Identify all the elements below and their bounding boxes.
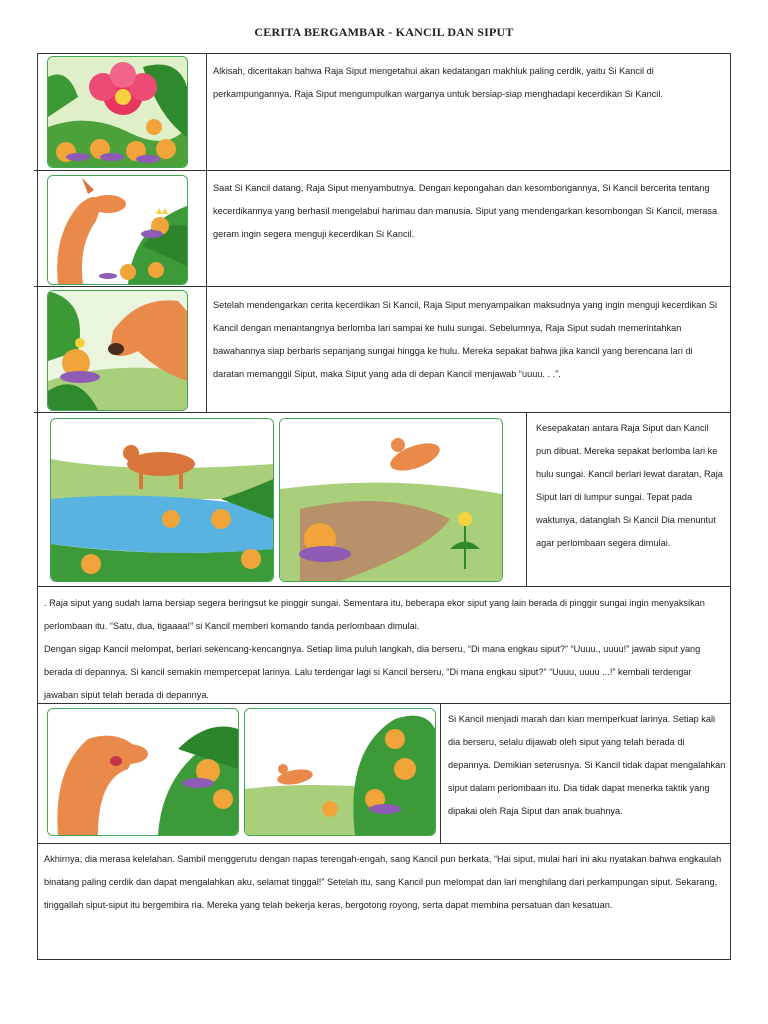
story-paragraph-7: Akhirnya, dia merasa kelelahan. Sambil menggerutu dengan napas terengah-engah, sang Kancil pun berkata, “Hai siput, mulai hari ini aku nyatakan bahwa engkaulah binatang paling cerdik dan dapat mengalahkan aku, selamat tinggal!” Setelah itu, sang Kancil pun melompat dan lari menghilang dari perkampungan siput. Sekarang, tinggallah siput-siput itu bergembira ria. Mereka yang telah bekerja keras, bergotong royong, serta dapat membina persatuan dan kesatuan. [44, 854, 722, 910]
row-tick [34, 286, 40, 287]
column-divider [206, 53, 207, 412]
column-divider [526, 412, 527, 586]
illustration-kancil-greets-snails [47, 175, 188, 285]
row-tick [34, 170, 40, 171]
illustration-snail-king-flower [47, 56, 188, 168]
row-divider [37, 586, 731, 587]
illustration-kancil-angry [47, 708, 239, 836]
illustration-snail-challenges-kancil [47, 290, 188, 411]
story-paragraph-1: Alkisah, diceritakan bahwa Raja Siput mengetahui akan kedatangan makhluk paling cerdik, yaitu Si Kancil di perkampungannya. Raja Siput mengumpulkan warganya untuk bersiap-siap menghadapi kecerdikan Si Kancil. [213, 66, 663, 99]
story-paragraph-2: Saat Si Kancil datang, Raja Siput menyambutnya. Dengan kepongahan dan kesombongannya, Si Kancil bercerita tentang kecerdikannya yang berhasil mengelabui harimau dan manusia. Siput yang mendengarkan kesombongan Si Kancil, merasa geram ingin segera menguji kecerdikan Si Kancil. [213, 183, 718, 239]
story-paragraph-4: Kesepakatan antara Raja Siput dan Kancil pun dibuat. Mereka sepakat berlomba lari ke hulu sungai. Kancil berlari lewat daratan, Raja Siput lari di lumpur sungai. Tepat pada waktunya, datanglah Si Kancil Dia menuntut agar perlombaan segera dimulai. [536, 423, 723, 548]
story-paragraph-5b: Dengan sigap Kancil melompat, berlari sekencang-kencangnya. Setiap lima puluh langkah, dia berseru, “Di mana engkau siput?” “Uuuu., uuuu!” jawab siput yang berada di depannya. Si kancil semakin mempercepat larinya. Lalu terdengar lagi si Kancil berseru, “Di mana engkau siput?” “Uuuu, uuuu ...!” kembali terdengar jawaban siput telah berada di depannya. [44, 644, 701, 700]
row-divider [37, 412, 731, 413]
page-title: CERITA BERGAMBAR - KANCIL DAN SIPUT [254, 25, 514, 39]
story-paragraph-5a: . Raja siput yang sudah lama bersiap segera beringsut ke pinggir sungai. Sementara itu, beberapa ekor siput yang lain berada di pinggir sungai ingin menyaksikan perlombaan itu. “Satu, dua, tigaaaa!” si Kancil memberi komando tanda perlombaan dimulai. [44, 598, 705, 631]
story-paragraph-3: Setelah mendengarkan cerita kecerdikan Si Kancil, Raja Siput menyampaikan maksudnya yang ingin menguji kecerdikan Si Kancil dengan menantangnya berlomba lari sampai ke hulu sungai. Sebelumnya, Raja Siput sudah memerintahkan bawahannya siap berbaris sepanjang sungai hingga ke hulu. Mereka sepakat bahwa jika kancil yang berencana lari di daratan memanggil Siput, maka Siput yang ada di depan Kancil menjawab “uuuu. . .”. [213, 300, 718, 379]
illustration-kancil-racing-snails [244, 708, 436, 836]
row-divider [37, 843, 731, 844]
row-divider [37, 170, 731, 171]
column-divider [440, 703, 441, 843]
row-divider [37, 286, 731, 287]
illustration-kancil-leaps [279, 418, 503, 582]
story-paragraph-6: Si Kancil menjadi marah dan kian memperkuat larinya. Setiap kali dia berseru, selalu dijawab oleh siput yang telah berada di depannya. Demikian seterusnya. Si Kancil tidak dapat mengalahkan siput dalam perlombaan itu. Dia tidak dapat menerka taktik yang dipakai oleh Raja Siput dan anak buahnya. [448, 714, 726, 816]
illustration-kancil-by-river [50, 418, 274, 582]
row-tick [34, 412, 40, 413]
